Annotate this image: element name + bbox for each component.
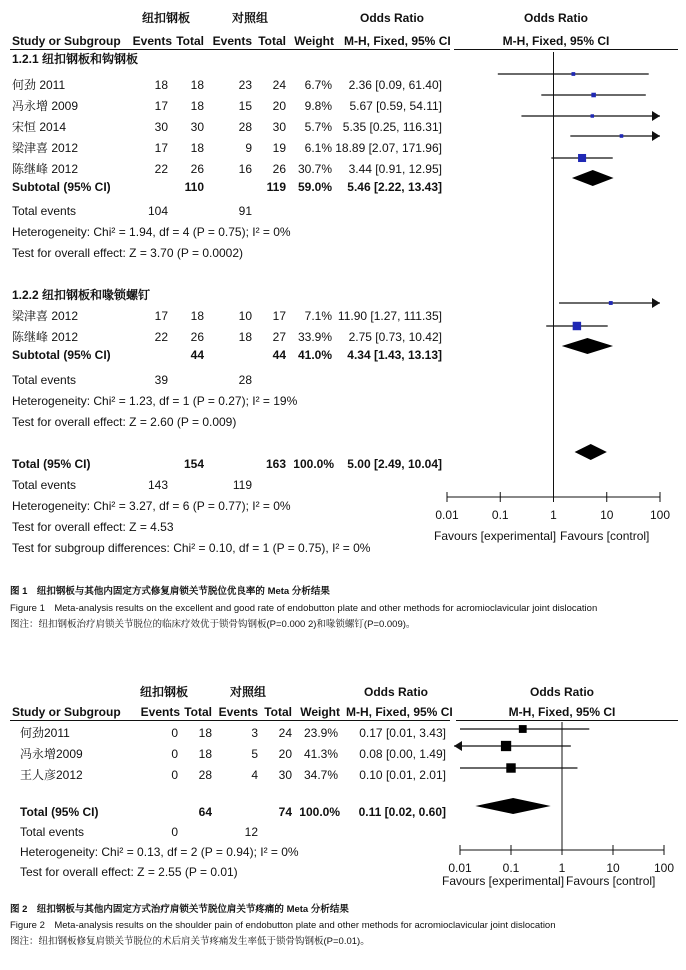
total-exp: 64 bbox=[198, 805, 212, 819]
events-ctrl: 3 bbox=[251, 726, 258, 740]
weight: 59.0% bbox=[297, 180, 332, 194]
col-study: Study or Subgroup bbox=[12, 34, 121, 48]
events-ctrl: 10 bbox=[238, 309, 252, 323]
favours-experimental: Favours [experimental] bbox=[442, 874, 565, 888]
total-exp: 18 bbox=[198, 726, 212, 740]
overall-effect: Test for overall effect: Z = 2.55 (P = 0.01) bbox=[20, 865, 238, 879]
summary-diamond bbox=[562, 338, 613, 354]
weight: 41.0% bbox=[297, 348, 332, 362]
odds-ratio-ci: 5.00 [2.49, 10.04] bbox=[347, 457, 442, 471]
study-point-square bbox=[620, 134, 624, 138]
total-ctrl: 163 bbox=[265, 457, 286, 471]
total-events-label: Total events bbox=[12, 478, 77, 492]
weight: 41.3% bbox=[303, 747, 338, 761]
ci-arrow-right bbox=[652, 131, 660, 141]
heterogeneity: Heterogeneity: Chi² = 3.27, df = 6 (P = 0.77); I² = 0% bbox=[12, 499, 291, 513]
total-exp: 18 bbox=[190, 78, 204, 92]
figure-caption-cn: 图 1 纽扣钢板与其他内固定方式修复肩锁关节脱位优良率的 Meta 分析结果 bbox=[10, 586, 330, 597]
study-name: 陈继峰 2012 bbox=[12, 330, 79, 344]
events-ctrl: 16 bbox=[238, 162, 252, 176]
subgroup-differences: Test for subgroup differences: Chi² = 0.10, df = 1 (P = 0.75), I² = 0% bbox=[12, 541, 371, 555]
odds-ratio-ci: 0.08 [0.00, 1.49] bbox=[359, 747, 446, 761]
total-ctrl: 20 bbox=[272, 99, 286, 113]
odds-ratio-ci: 0.11 [0.02, 0.60] bbox=[358, 805, 446, 819]
events-exp: 18 bbox=[154, 78, 168, 92]
x-tick-label: 100 bbox=[653, 861, 675, 875]
events-exp: 0 bbox=[171, 747, 178, 761]
figure-caption-en: Figure 1 Meta-analysis results on the excellent and good rate of endobutton plate and other methods for acromioclavicular joint dislocation bbox=[10, 603, 598, 614]
events-exp: 22 bbox=[154, 330, 168, 344]
study-point-square bbox=[571, 72, 575, 76]
col-events-ctrl: Events bbox=[218, 705, 258, 719]
events-ctrl: 91 bbox=[238, 204, 252, 218]
odds-ratio-ci: 5.67 [0.59, 54.11] bbox=[349, 99, 442, 113]
header-rule-left bbox=[10, 720, 450, 721]
subtotal-label: Subtotal (95% CI) bbox=[12, 180, 111, 194]
events-exp: 104 bbox=[147, 204, 168, 218]
total-events-label: Total events bbox=[20, 825, 85, 839]
events-exp: 30 bbox=[154, 120, 168, 134]
events-exp: 0 bbox=[171, 768, 178, 782]
weight: 23.9% bbox=[303, 726, 338, 740]
odds-ratio-ci: 5.46 [2.22, 13.43] bbox=[347, 180, 442, 194]
plot-header: Odds Ratio bbox=[523, 11, 588, 25]
x-tick-label: 0.1 bbox=[491, 508, 509, 522]
total-ctrl: 24 bbox=[278, 726, 292, 740]
summary-diamond bbox=[575, 444, 607, 460]
total-ctrl: 30 bbox=[272, 120, 286, 134]
ctrl-group-header: 对照组 bbox=[231, 11, 268, 25]
events-ctrl: 4 bbox=[251, 768, 258, 782]
plot-header: Odds Ratio bbox=[529, 685, 594, 699]
favours-experimental: Favours [experimental] bbox=[434, 529, 557, 543]
study-name: 何劲2011 bbox=[20, 726, 70, 740]
subgroup-title: 1.2.1 纽扣钢板和钩钢板 bbox=[12, 52, 139, 66]
x-tick-label: 10 bbox=[600, 508, 614, 522]
favours-control: Favours [control] bbox=[566, 874, 656, 888]
total-exp: 18 bbox=[198, 747, 212, 761]
subtotal-label: Subtotal (95% CI) bbox=[12, 348, 111, 362]
col-total-ctrl: Total bbox=[264, 705, 292, 719]
study-name: 陈继峰 2012 bbox=[12, 162, 79, 176]
exp-group-header: 纽扣钢板 bbox=[139, 685, 188, 699]
total-events-label: Total events bbox=[12, 204, 77, 218]
study-point-square bbox=[591, 114, 594, 117]
events-ctrl: 119 bbox=[232, 478, 252, 492]
total-ctrl: 19 bbox=[272, 141, 286, 155]
total-ctrl: 74 bbox=[278, 805, 292, 819]
odds-ratio-ci: 4.34 [1.43, 13.13] bbox=[347, 348, 442, 362]
col-weight: Weight bbox=[300, 705, 340, 719]
exp-group-header: 纽扣钢板 bbox=[141, 11, 190, 25]
study-point-square bbox=[501, 741, 511, 751]
ci-arrow-right bbox=[652, 298, 660, 308]
study-name: 何劲 2011 bbox=[12, 78, 66, 92]
events-exp: 22 bbox=[154, 162, 168, 176]
plot-method: M-H, Fixed, 95% CI bbox=[508, 705, 616, 719]
weight: 7.1% bbox=[304, 309, 332, 323]
weight: 6.7% bbox=[304, 78, 332, 92]
study-point-square bbox=[609, 301, 613, 305]
col-events-exp: Events bbox=[132, 34, 172, 48]
events-exp: 143 bbox=[147, 478, 168, 492]
subgroup-title: 1.2.2 纽扣钢板和喙锁螺钉 bbox=[12, 288, 151, 302]
total-exp: 44 bbox=[190, 348, 204, 362]
x-tick-label: 0.1 bbox=[502, 861, 520, 875]
weight: 9.8% bbox=[304, 99, 332, 113]
total-exp: 26 bbox=[190, 330, 204, 344]
col-total-ctrl: Total bbox=[258, 34, 286, 48]
weight: 5.7% bbox=[304, 120, 332, 134]
col-events-exp: Events bbox=[140, 705, 180, 719]
x-tick-label: 10 bbox=[606, 861, 620, 875]
col-total-exp: Total bbox=[176, 34, 204, 48]
odds-ratio-ci: 3.44 [0.91, 12.95] bbox=[348, 162, 442, 176]
total-exp: 18 bbox=[190, 309, 204, 323]
figure-caption-note: 图注：纽扣钢板修复肩锁关节脱位的术后肩关节疼痛发生率低于锁骨钩钢板(P=0.01)。 bbox=[10, 936, 370, 947]
x-tick-label: 100 bbox=[649, 508, 671, 522]
events-ctrl: 23 bbox=[238, 78, 252, 92]
total-exp: 110 bbox=[184, 180, 204, 194]
plot-method: M-H, Fixed, 95% CI bbox=[502, 34, 610, 48]
study-name: 王人彦2012 bbox=[20, 768, 83, 782]
ctrl-group-header: 对照组 bbox=[229, 685, 266, 699]
total-ctrl: 20 bbox=[278, 747, 292, 761]
col-events-ctrl: Events bbox=[212, 34, 252, 48]
figure-caption-en: Figure 2 Meta-analysis results on the shoulder pain of endobutton plate and other methods for acromioclavicular joint dislocation bbox=[10, 920, 556, 931]
weight: 100.0% bbox=[293, 457, 334, 471]
total-label: Total (95% CI) bbox=[12, 457, 91, 471]
events-exp: 17 bbox=[154, 309, 168, 323]
header-rule-right bbox=[456, 720, 678, 721]
study-name: 冯永增 2009 bbox=[12, 99, 79, 113]
or-header: Odds Ratio bbox=[363, 685, 428, 699]
odds-ratio-ci: 0.10 [0.01, 2.01] bbox=[359, 768, 446, 782]
study-point-square bbox=[573, 322, 581, 330]
events-ctrl: 9 bbox=[245, 141, 252, 155]
study-point-square bbox=[578, 154, 586, 162]
summary-diamond bbox=[572, 170, 614, 186]
weight: 100.0% bbox=[299, 805, 340, 819]
events-exp: 39 bbox=[154, 373, 168, 387]
events-exp: 0 bbox=[171, 726, 178, 740]
col-method: M-H, Fixed, 95% CI bbox=[346, 705, 453, 719]
study-point-square bbox=[519, 725, 527, 733]
events-exp: 17 bbox=[154, 141, 168, 155]
ci-arrow-right bbox=[652, 111, 660, 121]
odds-ratio-ci: 0.17 [0.01, 3.43] bbox=[359, 726, 446, 740]
total-ctrl: 27 bbox=[272, 330, 286, 344]
weight: 6.1% bbox=[304, 141, 332, 155]
total-ctrl: 24 bbox=[272, 78, 286, 92]
events-ctrl: 28 bbox=[238, 120, 252, 134]
x-tick-label: 0.01 bbox=[448, 861, 472, 875]
col-total-exp: Total bbox=[184, 705, 212, 719]
col-method: M-H, Fixed, 95% CI bbox=[344, 34, 451, 48]
col-study: Study or Subgroup bbox=[12, 705, 121, 719]
events-ctrl: 12 bbox=[244, 825, 258, 839]
study-name: 梁津喜 2012 bbox=[12, 309, 79, 323]
col-weight: Weight bbox=[294, 34, 334, 48]
total-exp: 26 bbox=[190, 162, 204, 176]
events-exp: 0 bbox=[171, 825, 178, 839]
total-exp: 28 bbox=[198, 768, 212, 782]
total-ctrl: 26 bbox=[272, 162, 286, 176]
events-ctrl: 15 bbox=[238, 99, 252, 113]
overall-effect: Test for overall effect: Z = 2.60 (P = 0.009) bbox=[12, 415, 237, 429]
study-point-square bbox=[506, 763, 515, 772]
odds-ratio-ci: 2.36 [0.09, 61.40] bbox=[348, 78, 442, 92]
total-exp: 18 bbox=[190, 141, 204, 155]
heterogeneity: Heterogeneity: Chi² = 1.94, df = 4 (P = 0.75); I² = 0% bbox=[12, 225, 291, 239]
weight: 30.7% bbox=[297, 162, 332, 176]
odds-ratio-ci: 18.89 [2.07, 171.96] bbox=[335, 141, 442, 155]
odds-ratio-ci: 2.75 [0.73, 10.42] bbox=[348, 330, 442, 344]
study-point-square bbox=[591, 93, 596, 98]
total-exp: 30 bbox=[190, 120, 204, 134]
study-name: 冯永增2009 bbox=[20, 747, 83, 761]
or-header: Odds Ratio bbox=[359, 11, 424, 25]
overall-effect: Test for overall effect: Z = 4.53 bbox=[12, 520, 174, 534]
summary-diamond bbox=[475, 798, 550, 814]
odds-ratio-ci: 11.90 [1.27, 111.35] bbox=[337, 309, 442, 323]
x-tick-label: 1 bbox=[550, 508, 557, 522]
weight: 33.9% bbox=[297, 330, 332, 344]
total-ctrl: 119 bbox=[266, 180, 286, 194]
total-label: Total (95% CI) bbox=[20, 805, 99, 819]
events-ctrl: 5 bbox=[251, 747, 258, 761]
study-name: 宋恒 2014 bbox=[12, 120, 67, 134]
figure-caption-note: 图注：纽扣钢板治疗肩锁关节脱位的临床疗效优于锁骨钩钢板(P=0.000 2)和喙锁螺钉(P=0.009)。 bbox=[10, 619, 416, 630]
heterogeneity: Heterogeneity: Chi² = 0.13, df = 2 (P = 0.94); I² = 0% bbox=[20, 845, 299, 859]
total-ctrl: 30 bbox=[278, 768, 292, 782]
heterogeneity: Heterogeneity: Chi² = 1.23, df = 1 (P = 0.27); I² = 19% bbox=[12, 394, 298, 408]
study-name: 梁津喜 2012 bbox=[12, 141, 79, 155]
figure-caption-cn: 图 2 纽扣钢板与其他内固定方式治疗肩锁关节脱位肩关节疼痛的 Meta 分析结果 bbox=[10, 904, 349, 915]
events-ctrl: 28 bbox=[238, 373, 252, 387]
total-exp: 154 bbox=[183, 457, 204, 471]
total-ctrl: 44 bbox=[272, 348, 286, 362]
weight: 34.7% bbox=[303, 768, 338, 782]
events-exp: 17 bbox=[154, 99, 168, 113]
total-ctrl: 17 bbox=[272, 309, 286, 323]
overall-effect: Test for overall effect: Z = 3.70 (P = 0.0002) bbox=[12, 246, 244, 260]
favours-control: Favours [control] bbox=[560, 529, 650, 543]
events-ctrl: 18 bbox=[238, 330, 252, 344]
x-tick-label: 0.01 bbox=[435, 508, 459, 522]
x-tick-label: 1 bbox=[558, 861, 566, 875]
ci-arrow-left bbox=[454, 741, 462, 751]
odds-ratio-ci: 5.35 [0.25, 116.31] bbox=[342, 120, 442, 134]
total-exp: 18 bbox=[190, 99, 204, 113]
total-events-label: Total events bbox=[12, 373, 77, 387]
